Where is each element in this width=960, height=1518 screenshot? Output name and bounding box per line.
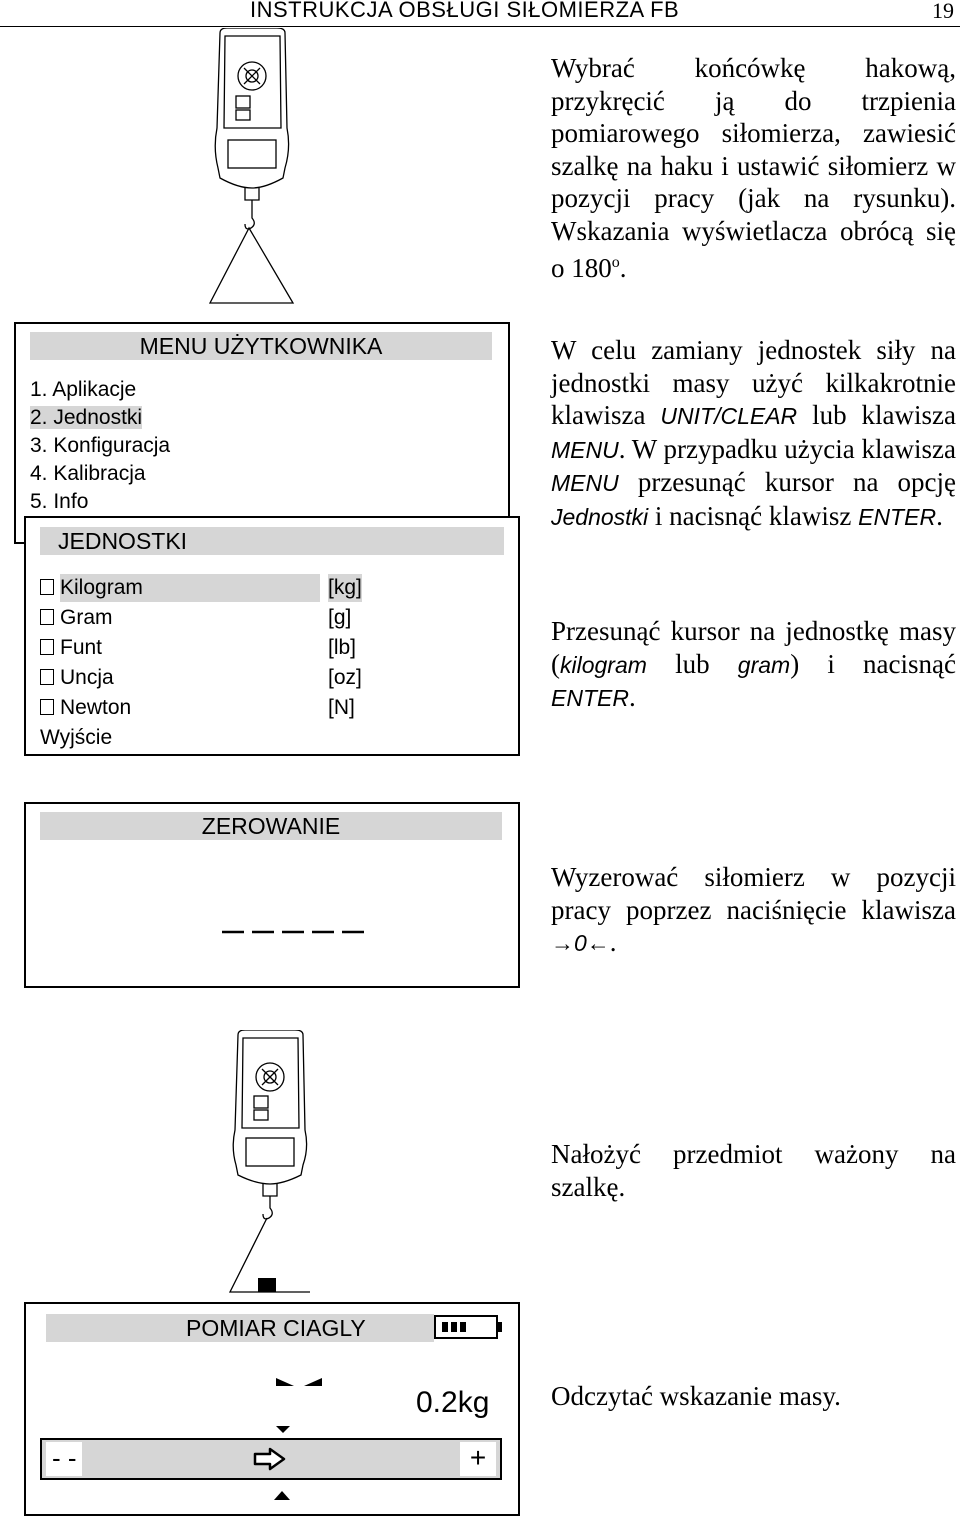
threshold-plus-button[interactable]: + bbox=[460, 1442, 496, 1476]
unit-item-funt[interactable]: Funt [lb] bbox=[40, 634, 380, 664]
checkbox-icon bbox=[40, 639, 54, 655]
weight-object bbox=[258, 1278, 276, 1292]
menu-item-kalibracja[interactable]: 4. Kalibracja bbox=[30, 462, 146, 485]
threshold-bar bbox=[40, 1438, 502, 1480]
checkbox-icon bbox=[40, 609, 54, 625]
menu-item-konfiguracja[interactable]: 3. Konfiguracja bbox=[30, 434, 171, 457]
step3-paragraph: Przesunąć kursor na jednostkę masy (kilogram lub gram) i nacisnąć ENTER. bbox=[551, 616, 956, 712]
document-title: INSTRUKCJA OBSŁUGI SIŁOMIERZA FB bbox=[250, 0, 680, 22]
mass-reading: 0.2kg bbox=[416, 1386, 490, 1419]
unit-item-uncja[interactable]: Uncja [oz] bbox=[40, 664, 380, 694]
threshold-minus-button[interactable]: - - bbox=[46, 1442, 82, 1476]
checkbox-icon bbox=[40, 579, 54, 595]
step5-paragraph: Nałożyć przedmiot ważony na szalkę. bbox=[551, 1139, 956, 1202]
unit-item-newton[interactable]: Newton [N] bbox=[40, 694, 380, 724]
units-menu-screen bbox=[24, 516, 520, 756]
unit-item-gram[interactable]: Gram [g] bbox=[40, 604, 380, 634]
zero-dashes-display bbox=[222, 928, 382, 936]
zeroing-screen bbox=[24, 802, 520, 988]
units-menu-title: JEDNOSTKI bbox=[40, 527, 504, 555]
arrow-up-marker-icon bbox=[274, 1490, 290, 1500]
force-gauge-illustration-bottom bbox=[220, 1030, 320, 1298]
zeroing-title: ZEROWANIE bbox=[40, 812, 502, 840]
arrow-right-outline-icon bbox=[252, 1446, 288, 1472]
units-list bbox=[40, 574, 380, 754]
page-header bbox=[0, 0, 960, 27]
step2-paragraph: W celu zamiany jednostek siły na jednostki masy użyć kilkakrotnie klawisza UNIT/CLEAR lub klawisza MENU. W przypadku użycia klawisza MENU przesunąć kursor na opcję Jednostki i nacisnąć klawisz ENTER. bbox=[551, 335, 956, 531]
zero-key-label: →0← bbox=[551, 930, 610, 956]
battery-icon bbox=[434, 1314, 504, 1342]
menu-item-info[interactable]: 5. Info bbox=[30, 490, 89, 513]
measurement-title: POMIAR CIAGLY bbox=[46, 1314, 434, 1342]
menu-item-aplikacje[interactable]: 1. Aplikacje bbox=[30, 378, 137, 401]
page-number: 19 bbox=[932, 0, 954, 23]
step6-paragraph: Odczytać wskazanie masy. bbox=[551, 1381, 841, 1411]
step4-paragraph: Wyzerować siłomierz w pozycji pracy poprzez naciśnięcie klawisza →0←. bbox=[551, 862, 956, 957]
checkbox-icon bbox=[40, 699, 54, 715]
stability-indicator-icon bbox=[276, 1376, 322, 1388]
user-menu-screen bbox=[14, 322, 510, 544]
checkbox-icon bbox=[40, 669, 54, 685]
user-menu-title: MENU UŻYTKOWNIKA bbox=[30, 332, 492, 360]
measurement-screen bbox=[24, 1302, 520, 1516]
force-gauge-illustration-top bbox=[205, 28, 300, 308]
user-menu-list bbox=[30, 376, 170, 516]
arrow-down-marker-icon bbox=[276, 1426, 290, 1434]
menu-item-wyjscie[interactable]: Wyjście bbox=[40, 726, 113, 749]
menu-item-jednostki[interactable]: 2. Jednostki bbox=[30, 406, 143, 429]
step1-paragraph: Wybrać końcówkę hakową, przykręcić ją do trzpienia pomiarowego siłomierza, zawiesić szalkę na haku i ustawić siłomierz w pozycji pracy (jak na rysunku). Wskazania wyświetlacza obrócą się o 180$^o$. bbox=[551, 53, 956, 283]
unit-item-kilogram[interactable]: Kilogram [kg] bbox=[40, 574, 380, 604]
